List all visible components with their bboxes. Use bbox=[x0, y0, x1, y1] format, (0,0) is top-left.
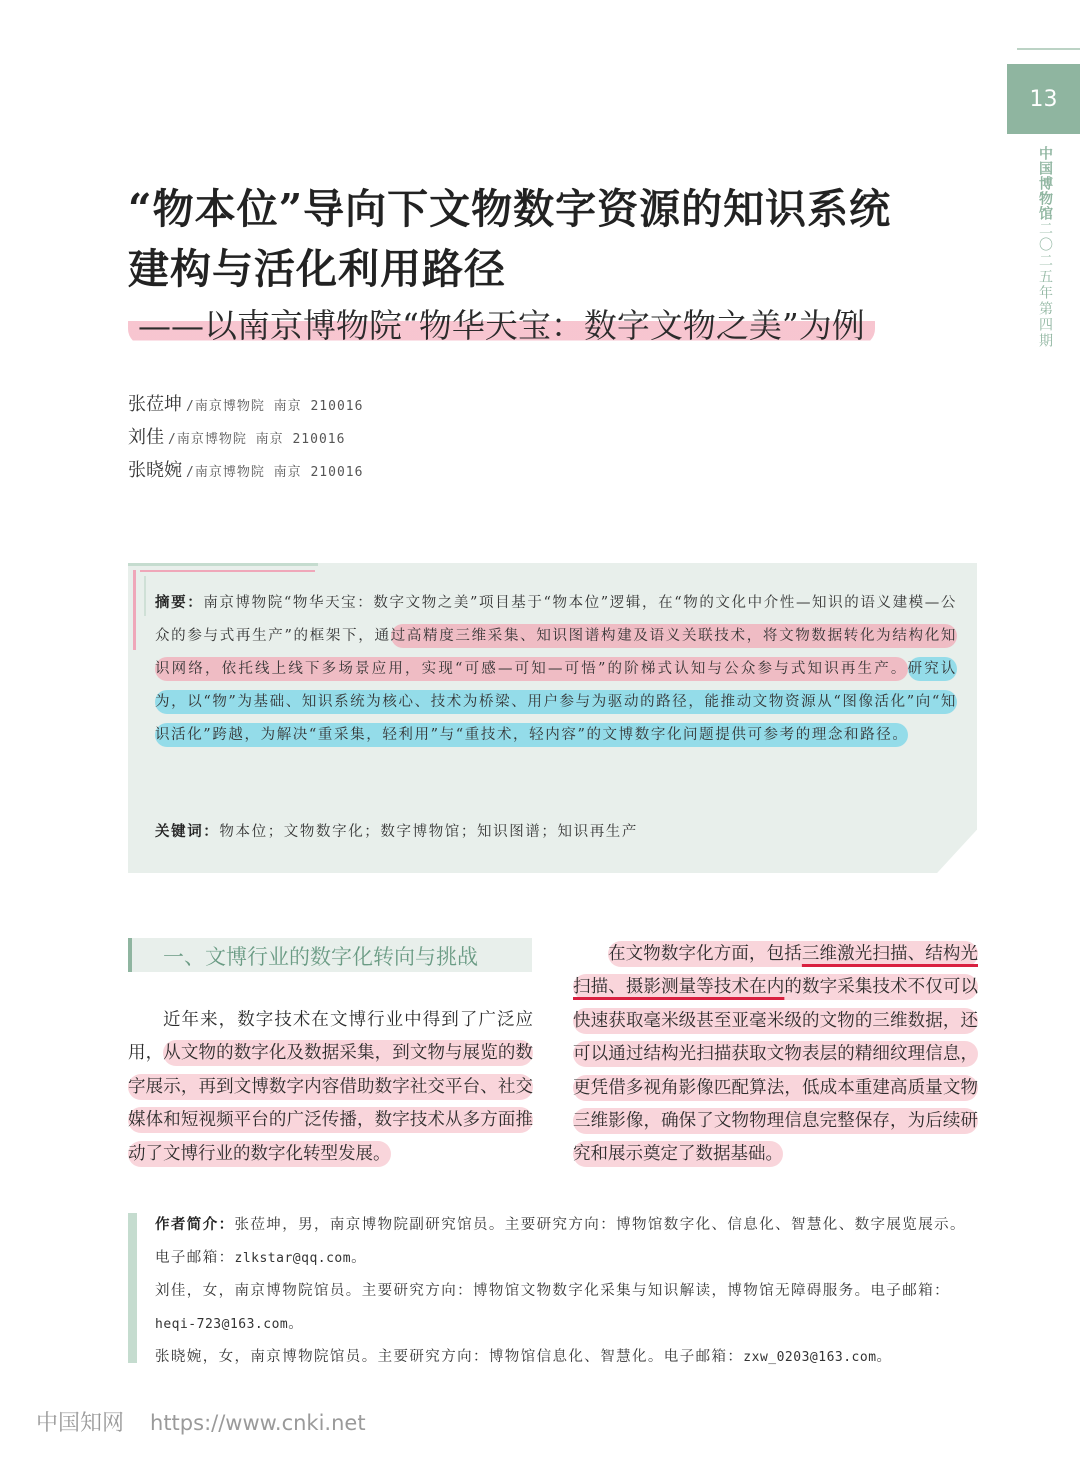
abstract-segment-1: 南京博物院“物华天宝：数字文物之美”项目基于“物本位”逻辑，在“物的文化中介性—知识的语义建模—公众的参与式再生产”的框架下，通 bbox=[155, 595, 957, 644]
author-intro-end: 。 bbox=[288, 1316, 305, 1332]
author-line-3 bbox=[128, 456, 363, 482]
abstract-label: 摘要： bbox=[155, 594, 204, 611]
author-name: 张晓婉 bbox=[128, 460, 182, 481]
author-affiliation: /南京博物院 南京 210016 bbox=[186, 399, 364, 414]
section-title: 一、文博行业的数字化转向与挑战 bbox=[163, 945, 478, 969]
page-number-rule bbox=[1017, 48, 1080, 50]
title-line-1: “物本位”导向下文物数字资源的知识系统 bbox=[128, 185, 892, 233]
body-left-segment-1: 近年来，数字技术在文博行业中得到了广泛应用， bbox=[128, 1010, 533, 1064]
subtitle bbox=[128, 300, 875, 347]
body-right-underline: 三维激光扫描、结构光扫描、摄影测量等技术在内 bbox=[573, 944, 978, 998]
body-right-highlight bbox=[573, 941, 978, 1167]
journal-name: 中国博物馆 bbox=[1037, 146, 1053, 221]
author-intro-end: 。 bbox=[351, 1250, 367, 1266]
abstract-text bbox=[155, 586, 957, 752]
author-intro-end: 。 bbox=[876, 1349, 893, 1365]
journal-issue: 二〇二五年第四期 bbox=[1037, 221, 1053, 349]
author-email: zlkstar@qq.com bbox=[234, 1251, 352, 1266]
watermark-url: https://www.cnki.net bbox=[150, 1411, 366, 1435]
author-intro-text: 张莅坤，男，南京博物院副研究馆员。主要研究方向：博物馆数字化、信息化、智慧化、数字展览展示。电子邮箱： bbox=[155, 1217, 966, 1266]
author-intro-1 bbox=[155, 1208, 977, 1275]
body-left-column bbox=[128, 1004, 533, 1171]
watermark-name: 中国知网 bbox=[36, 1411, 125, 1436]
author-intro-label: 作者简介： bbox=[155, 1216, 235, 1233]
title-line-2: 建构与活化利用路径 bbox=[128, 245, 506, 293]
keywords-label: 关键词： bbox=[155, 823, 220, 840]
subtitle-text: ——以南京博物院“物华天宝：数字文物之美”为例 bbox=[128, 306, 875, 345]
author-intro-text: 张晓婉，女，南京博物院馆员。主要研究方向：博物馆信息化、智慧化。电子邮箱： bbox=[155, 1349, 744, 1365]
author-email: heqi-723@163.com bbox=[155, 1317, 289, 1332]
author-line-1 bbox=[128, 390, 363, 416]
section-heading-bar bbox=[128, 938, 132, 972]
body-right-column bbox=[573, 938, 978, 1172]
author-affiliation: /南京博物院 南京 210016 bbox=[186, 465, 364, 480]
author-affiliation: /南京博物院 南京 210016 bbox=[168, 432, 346, 447]
author-intro-2 bbox=[155, 1275, 977, 1341]
abstract-decoration bbox=[128, 563, 318, 566]
author-intro bbox=[155, 1208, 977, 1374]
author-name: 张莅坤 bbox=[128, 394, 182, 415]
abstract-decoration bbox=[140, 570, 315, 572]
page-number: 13 bbox=[1007, 64, 1080, 134]
author-intro-text: 刘佳，女，南京博物院馆员。主要研究方向：博物馆文物数字化采集与知识解读，博物馆无障碍服务。电子邮箱： bbox=[155, 1283, 950, 1299]
body-right-segment-3: 的数字采集技术不仅可以快速获取毫米级甚至亚毫米级的文物的三维数据，还可以通过结构光扫描获取文物表层的精细纹理信息，更凭借多视角影像匹配算法，低成本重建高质量文物三维影像，确保了文物物理信息完整保存，为后续研究和展示奠定了数据基础。 bbox=[573, 977, 979, 1165]
author-email: zxw_0203@163.com bbox=[743, 1350, 877, 1365]
body-left-highlight: 从文物的数字化及数据采集，到文物与展览的数字展示，再到文博数字内容借助数字社交平台、社交媒体和短视频平台的广泛传播，数字技术从多方面推动了文博行业的数字化转型发展。 bbox=[128, 1040, 533, 1166]
author-intro-bar bbox=[128, 1213, 137, 1363]
abstract-highlight-cyan: 研究认为，以“物”为基础、知识系统为核心、技术为桥梁、用户参与为驱动的路径，能推动文物资源从“图像活化”向“知识活化”跨越，为解决“重采集，轻利用”与“重技术，轻内容”的文博数字化问题提供可参考的理念和路径。 bbox=[155, 657, 957, 747]
abstract-decoration bbox=[133, 570, 136, 650]
abstract-decoration bbox=[144, 576, 146, 616]
journal-vertical-label bbox=[1035, 146, 1055, 349]
abstract-highlight-pink: 过高精度三维采集、知识图谱构建及语义关联技术，将文物数据转化为结构化知识网络，依托线上线下多场景应用，实现“可感—可知—可悟”的阶梯式认知与公众参与式知识再生产。 bbox=[155, 624, 957, 681]
author-name: 刘佳 bbox=[128, 427, 164, 448]
body-right-segment-1: 在文物数字化方面，包括 bbox=[608, 944, 802, 964]
cnki-watermark bbox=[36, 1406, 366, 1437]
keywords-text: 物本位；文物数字化；数字博物馆；知识图谱；知识再生产 bbox=[219, 824, 639, 840]
author-line-2 bbox=[128, 423, 345, 449]
keywords bbox=[155, 820, 638, 841]
author-intro-3 bbox=[155, 1341, 977, 1374]
